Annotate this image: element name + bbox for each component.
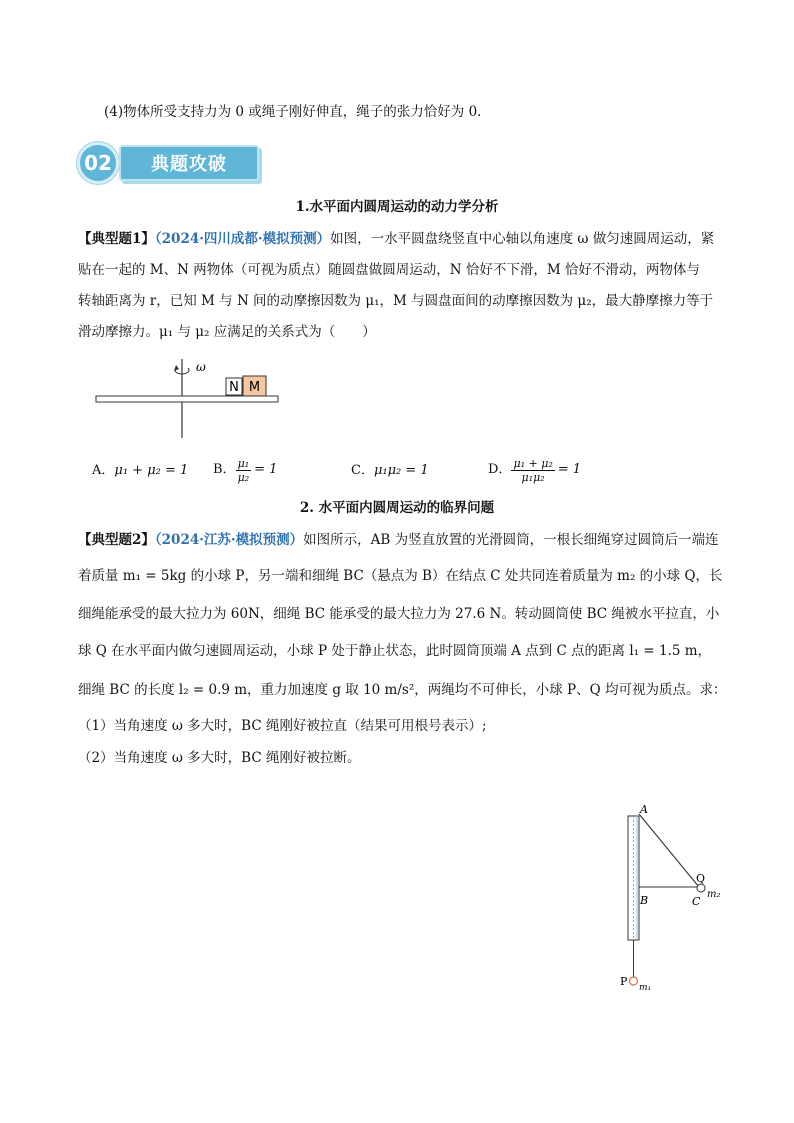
q1-source: （2024·四川成都·模拟预测）: [154, 231, 331, 247]
q2-line3: 细绳能承受的最大拉力为 60N，细绳 BC 能承受的最大拉力为 27.6 N。转动圆筒使 BC 绳被水平拉直，小: [78, 606, 720, 622]
point-c-label: C: [692, 895, 701, 908]
section-number: 02: [77, 142, 119, 184]
q2-sub2: （2）当角速度 ω 多大时，BC 绳刚好被拉断。: [78, 750, 361, 766]
q2-line4: 球 Q 在水平面内做匀速圆周运动，小球 P 处于静止状态，此时圆筒顶端 A 点到 C 点的距离 l₁ = 1.5 m，: [78, 643, 712, 659]
q2-figure: [610, 800, 730, 995]
q2-sub1: （1）当角速度 ω 多大时，BC 绳刚好被拉直（结果可用根号表示）;: [78, 718, 487, 734]
topic1-heading: 1.水平面内圆周运动的动力学分析: [295, 199, 499, 215]
rope-ac: [639, 814, 699, 887]
q2-label: 【典型题2】: [78, 532, 155, 548]
block-m-label: M: [248, 380, 261, 395]
q2-line1: [78, 530, 719, 550]
option-c: C．μ₁μ₂ = 1: [351, 463, 429, 478]
block-n-label: N: [229, 380, 239, 395]
ball-q-label: Q: [696, 872, 706, 885]
point-a-label: A: [640, 803, 648, 816]
q1-label: 【典型题1】: [78, 231, 155, 247]
q1-line2: 贴在一起的 M、N 两物体（可视为质点）随圆盘做圆周运动，N 恰好不下滑，M 恰好不滑动，两物体与: [78, 262, 700, 278]
option-b: B． $\frac{\text{μ₁}}{\text{μ₂}}$ = 1: [213, 456, 278, 484]
ball-p-label: P: [620, 975, 628, 988]
q1-line1: [78, 229, 714, 249]
option-a: A．μ₁ + μ₂ = 1: [92, 463, 189, 478]
omega-label: ω: [196, 360, 206, 374]
q1-text1: 如图，一水平圆盘绕竖直中心轴以角速度 ω 做匀速圆周运动，紧: [330, 231, 715, 247]
q2-source: （2024·江苏·模拟预测）: [154, 532, 304, 548]
q2-line5: 细绳 BC 的长度 l₂ = 0.9 m，重力加速度 g 取 10 m/s²，两绳均不可伸长，小球 P、Q 均可视为质点。求：: [78, 682, 727, 698]
ball-q: [697, 884, 705, 892]
ball-p: [630, 977, 638, 985]
q2-line2: 着质量 m₁ = 5kg 的小球 P，另一端和细绳 BC（悬点为 B）在结点 C 处共同连着质量为 m₂ 的小球 Q，长: [78, 568, 723, 584]
mass-m1-label: m₁: [639, 983, 652, 993]
option-d: D． $\frac{\text{μ₁ + μ₂}}{\text{μ₁μ₂}}$ = 1: [488, 456, 582, 484]
section-title: 典题攻破: [119, 145, 259, 181]
disk-plate: [96, 396, 278, 402]
mass-m2-label: m₂: [707, 889, 721, 900]
q1-line4: 滑动摩擦力。μ₁ 与 μ₂ 应满足的关系式为（ ）: [78, 324, 376, 340]
point-b-label: B: [640, 894, 649, 907]
intro-note: (4)物体所受支持力为 0 或绳子刚好伸直，绳子的张力恰好为 0.: [104, 104, 482, 120]
topic2-heading: 2. 水平面内圆周运动的临界问题: [299, 500, 495, 516]
q1-line3: 转轴距离为 r，已知 M 与 N 间的动摩擦因数为 μ₁，M 与圆盘面间的动摩擦因数为 μ₂，最大静摩擦力等于: [78, 293, 714, 309]
q1-figure: [90, 355, 290, 445]
q2-text1: 如图所示，AB 为竖直放置的光滑圆筒，一根长细绳穿过圆筒后一端连: [303, 532, 719, 548]
